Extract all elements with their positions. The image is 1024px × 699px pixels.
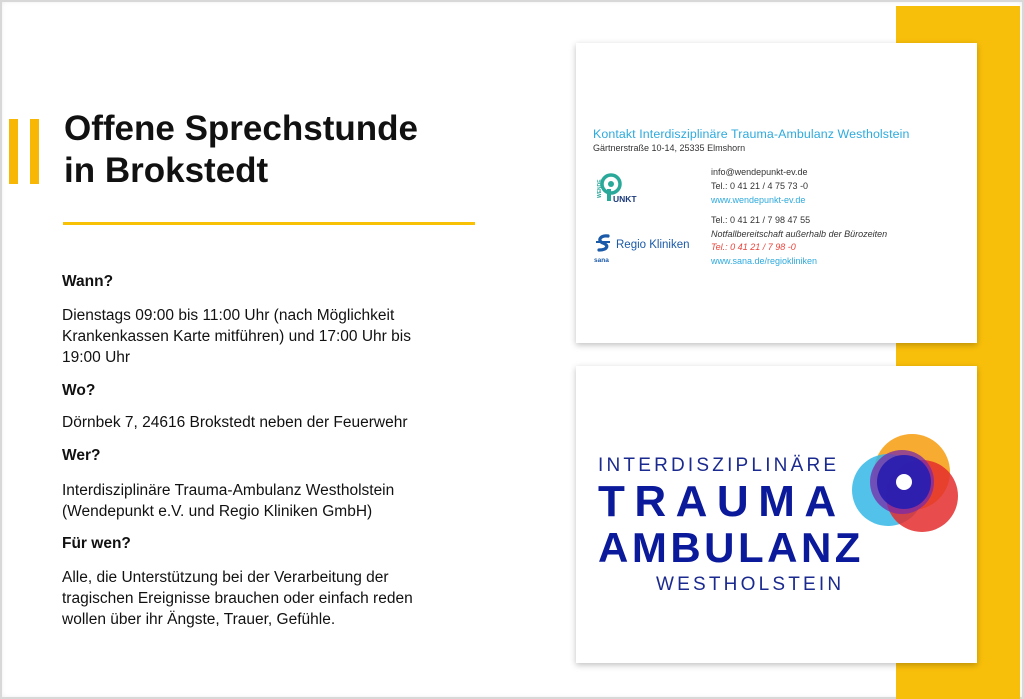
logo-line-trauma: TRAUMA (598, 477, 846, 526)
logo-line-ambulanz: AMBULANZ (598, 524, 864, 571)
wendepunkt-logo-top-text: WENDE (597, 179, 603, 198)
regio-web-link[interactable]: www.sana.de/regiokliniken (711, 256, 818, 266)
text-line: 19:00 Uhr (62, 349, 131, 366)
sana-label: sana (594, 257, 609, 264)
heading-wo: Wo? (62, 382, 96, 399)
overlapping-circles-logo-icon (852, 432, 958, 538)
text-wann (62, 305, 482, 368)
contact-title: Kontakt Interdisziplinäre Trauma-Ambulanz Westholstein (593, 127, 910, 141)
text-line: Dienstags 09:00 bis 11:00 Uhr (nach Möglichkeit (62, 307, 395, 324)
accent-mark (9, 119, 18, 184)
text-line: Krankenkassen Karte mitführen) und 17:00 Uhr bis (62, 328, 411, 345)
heading-wer: Wer? (62, 447, 101, 464)
title-line-2: in Brokstedt (64, 151, 269, 190)
logo-line-interdisziplinaere: INTERDISZIPLINÄRE (598, 455, 840, 476)
heading-wann: Wann? (62, 273, 114, 290)
text-wer (62, 480, 482, 522)
wendepunkt-logo-icon (594, 173, 642, 207)
regio-kliniken-label: Regio Kliniken (616, 239, 690, 251)
text-fuer-wen (62, 567, 482, 630)
contact-card (576, 43, 977, 343)
text-line: tragischen Ereignisse brauchen oder einfach reden (62, 590, 413, 607)
text-line: Alle, die Unterstützung bei der Verarbeitung der (62, 569, 389, 586)
logo-line-westholstein: WESTHOLSTEIN (656, 574, 845, 595)
sana-logo-icon (594, 233, 614, 259)
wendepunkt-logo (594, 173, 642, 207)
page-title (64, 108, 524, 192)
regio-phone: Tel.: 0 41 21 / 7 98 47 55 (711, 215, 811, 225)
wendepunkt-phone: Tel.: 0 41 21 / 4 75 73 -0 (711, 181, 809, 191)
trauma-ambulanz-logo-card (576, 366, 977, 663)
text-line: Dörnbek 7, 24616 Brokstedt neben der Feuerwehr (62, 414, 408, 431)
contact-address: Gärtnerstraße 10-14, 25335 Elmshorn (593, 143, 746, 153)
text-line: wollen über ihr Ängste, Trauer, Gefühle. (62, 611, 336, 628)
wendepunkt-web-link[interactable]: www.wendepunkt-ev.de (711, 195, 806, 205)
wendepunkt-email[interactable]: info@wendepunkt-ev.de (711, 167, 808, 177)
title-line-1: Offene Sprechstunde (64, 109, 418, 148)
text-line: (Wendepunkt e.V. und Regio Kliniken GmbH) (62, 503, 373, 520)
accent-mark (30, 119, 39, 184)
wendepunkt-logo-bottom-text: UNKT (613, 194, 637, 204)
text-wo (62, 412, 482, 433)
heading-fuer-wen: Für wen? (62, 535, 131, 552)
regio-emergency-phone: Tel.: 0 41 21 / 7 98 -0 (711, 242, 796, 252)
regio-emergency-note: Notfallbereitschaft außerhalb der Bürozeiten (711, 229, 888, 239)
text-line: Interdisziplinäre Trauma-Ambulanz Westholstein (62, 482, 395, 499)
regio-kliniken-logo (594, 233, 704, 267)
title-divider (63, 222, 475, 225)
